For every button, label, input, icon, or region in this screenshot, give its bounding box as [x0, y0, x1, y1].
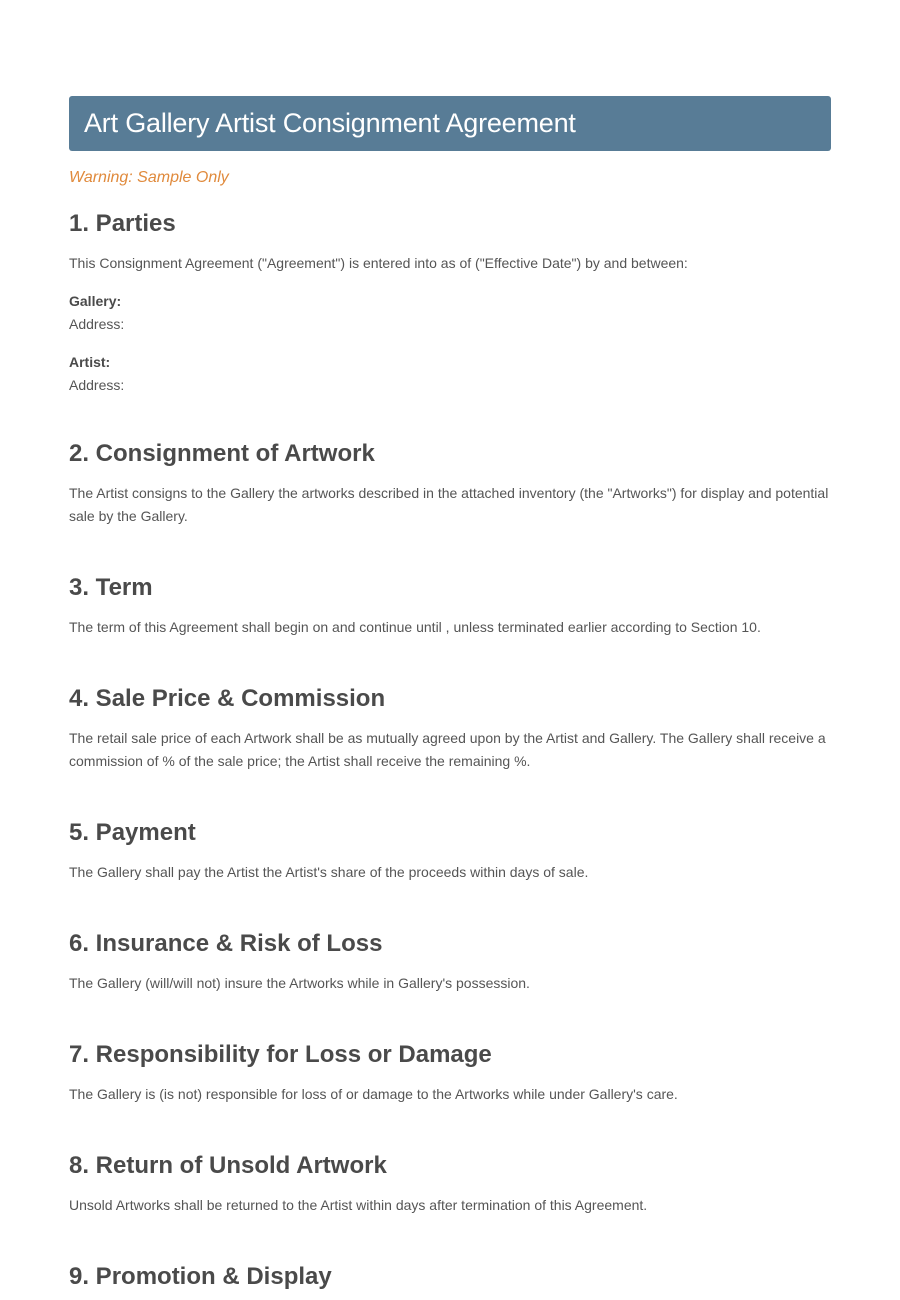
- section-responsibility: [69, 1041, 831, 1106]
- section-consignment: [69, 440, 831, 528]
- party-address: Address:: [69, 377, 125, 393]
- title-bar: [69, 96, 831, 151]
- party-address: Address:: [69, 316, 125, 332]
- section-body: The retail sale price of each Artwork shall be as mutually agreed upon by the Artist and Gallery. The Gallery shall receive a commission of % of the sale price; the Artist shall receive the remaining %.: [69, 730, 826, 769]
- section-heading: 4. Sale Price & Commission: [69, 685, 386, 712]
- section-return: [69, 1152, 831, 1217]
- section-insurance: [69, 930, 831, 995]
- section-heading: 1. Parties: [69, 210, 176, 237]
- section-heading: 9. Promotion & Display: [69, 1263, 332, 1290]
- section-sale-price: [69, 685, 831, 773]
- section-body: The Gallery (will/will not) insure the Artworks while in Gallery's possession.: [69, 975, 530, 991]
- section-body: Unsold Artworks shall be returned to the Artist within days after termination of this Agreement.: [69, 1197, 648, 1213]
- party-artist: [69, 351, 831, 397]
- party-gallery: [69, 290, 831, 336]
- section-heading: 7. Responsibility for Loss or Damage: [69, 1041, 492, 1068]
- section-body: The Artist consigns to the Gallery the artworks described in the attached inventory (the "Artworks") for display and potential sale by the Gallery.: [69, 485, 829, 524]
- section-heading: 8. Return of Unsold Artwork: [69, 1152, 387, 1179]
- section-body: The term of this Agreement shall begin on and continue until , unless terminated earlier according to Section 10.: [69, 619, 761, 635]
- party-label: Gallery:: [69, 293, 122, 309]
- section-heading: 5. Payment: [69, 819, 196, 846]
- section-heading: 3. Term: [69, 574, 153, 601]
- document-title: Art Gallery Artist Consignment Agreement: [84, 108, 576, 138]
- party-label: Artist:: [69, 354, 111, 370]
- section-body: The Gallery is (is not) responsible for loss of or damage to the Artworks while under Gallery's care.: [69, 1086, 678, 1102]
- section-parties: [69, 210, 831, 397]
- section-body: The Gallery shall pay the Artist the Artist's share of the proceeds within days of sale.: [69, 864, 589, 880]
- section-heading: 2. Consignment of Artwork: [69, 440, 375, 467]
- section-body: This Consignment Agreement ("Agreement") is entered into as of ("Effective Date") by and between:: [69, 255, 688, 271]
- section-heading: 6. Insurance & Risk of Loss: [69, 930, 383, 957]
- section-promotion: [69, 1263, 831, 1291]
- section-term: [69, 574, 831, 639]
- section-payment: [69, 819, 831, 884]
- sample-warning: Warning: Sample Only: [69, 169, 229, 186]
